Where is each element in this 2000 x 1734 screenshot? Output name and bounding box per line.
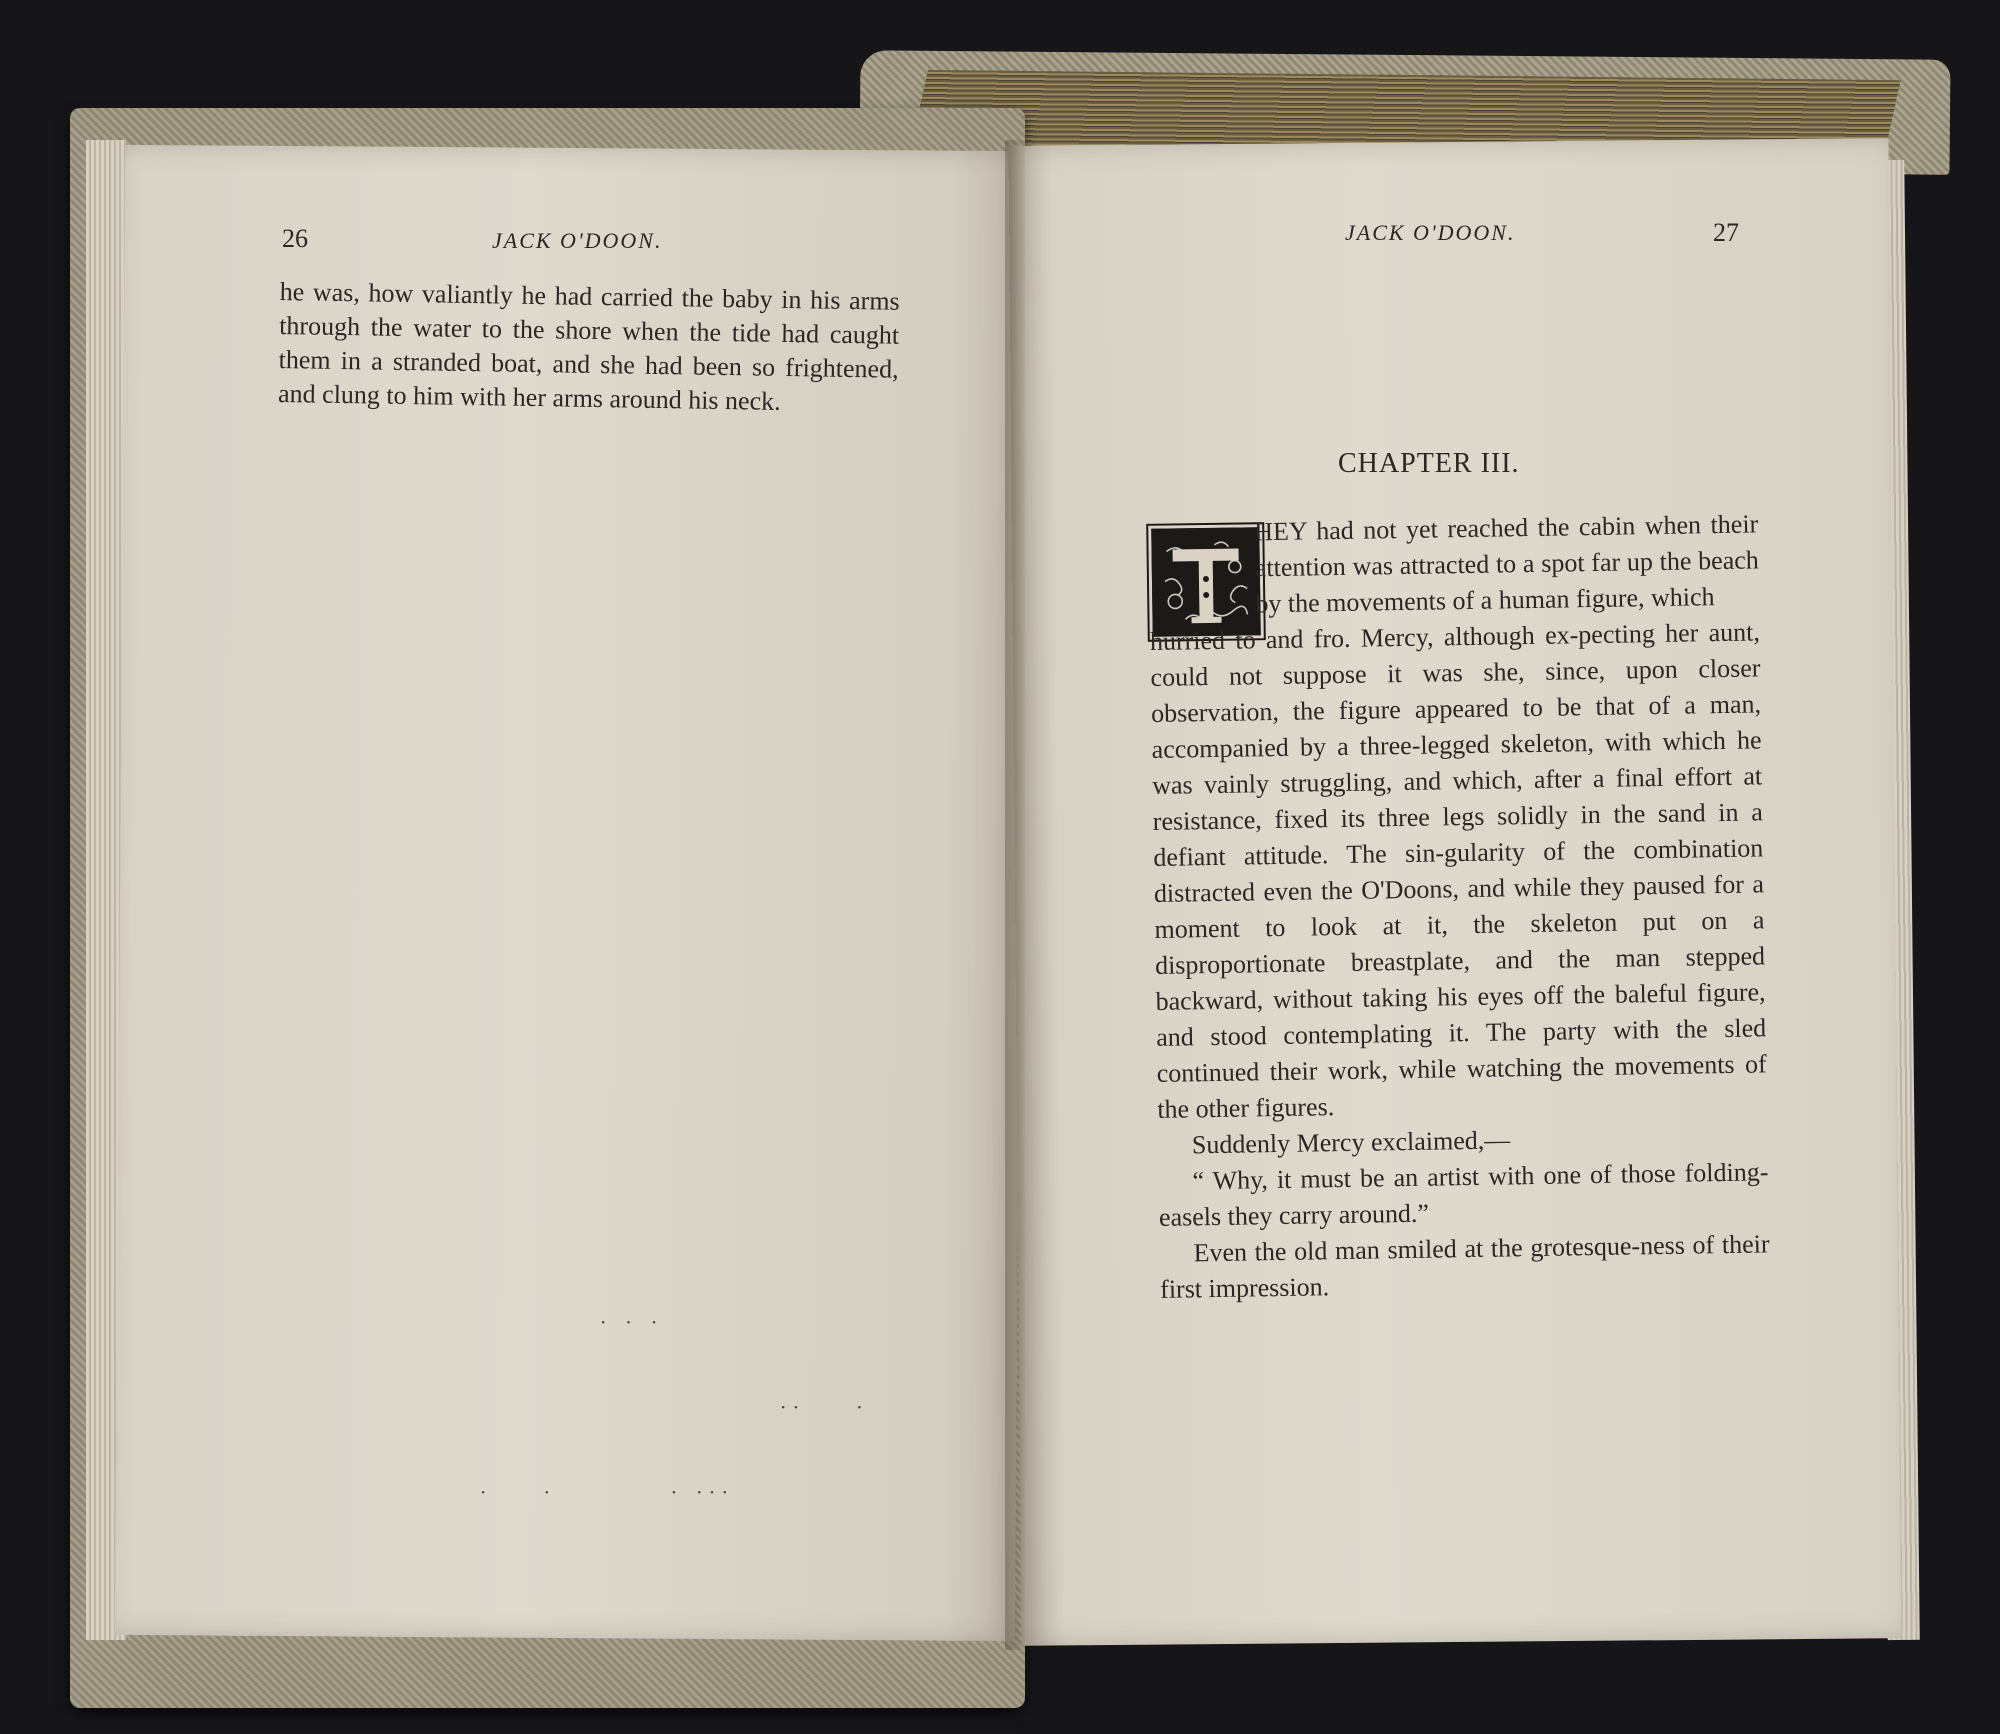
left-page-body xyxy=(278,275,900,421)
paragraph-1: hurried to and fro. Mercy, although ex-pecting her aunt, could not suppose it was she, since, upon closer observation, the figure appeared to be that of a man, accompanied by a three-legged skeleton, with which he was vainly struggling, and which, after a final effort at resistance, fixed its three legs solidly in the sand in a defiant attitude. The sin-gularity of the combination distracted even the O'Doons, and while they paused for a moment to look at it, the skeleton put on a disproportionate breastplate, and the man stepped backward, without taking his eyes off the baleful figure, and stood contemplating it. The party with the sled continued their work, while watching the movements of the other figures. xyxy=(1149,617,1767,1124)
ink-specks: · · · xyxy=(600,1310,658,1334)
right-page-number: 27 xyxy=(1713,218,1739,247)
chapter-opening-lines: HEY had not yet reached the cabin when their attention was attracted to a spot far up the beach by the movements of a human figure, which xyxy=(1254,509,1759,619)
book-gutter xyxy=(1005,140,1025,1650)
ink-specks: · · · xyxy=(780,1395,863,1419)
left-body-paragraph: he was, how valiantly he had carried the baby in his arms through the water to the shore when the tide had caught them in a stranded boat, and she had been so frightened, and clung to him with her arms around his neck. xyxy=(277,276,900,416)
left-page-number: 26 xyxy=(282,224,308,253)
right-running-head: JACK O'DOON. xyxy=(1345,220,1516,245)
ink-specks: · · · · · · xyxy=(480,1480,728,1504)
chapter-title: CHAPTER III. xyxy=(1338,448,1520,479)
paragraph-4: Even the old man smiled at the grotesque-ness of their first impression. xyxy=(1159,1229,1770,1304)
right-page-body xyxy=(1148,506,1770,1307)
left-running-head: JACK O'DOON. xyxy=(492,228,663,253)
paragraph-3: “ Why, it must be an artist with one of those folding-easels they carry around.” xyxy=(1158,1157,1769,1232)
paragraph-2: Suddenly Mercy exclaimed,— xyxy=(1191,1125,1511,1160)
